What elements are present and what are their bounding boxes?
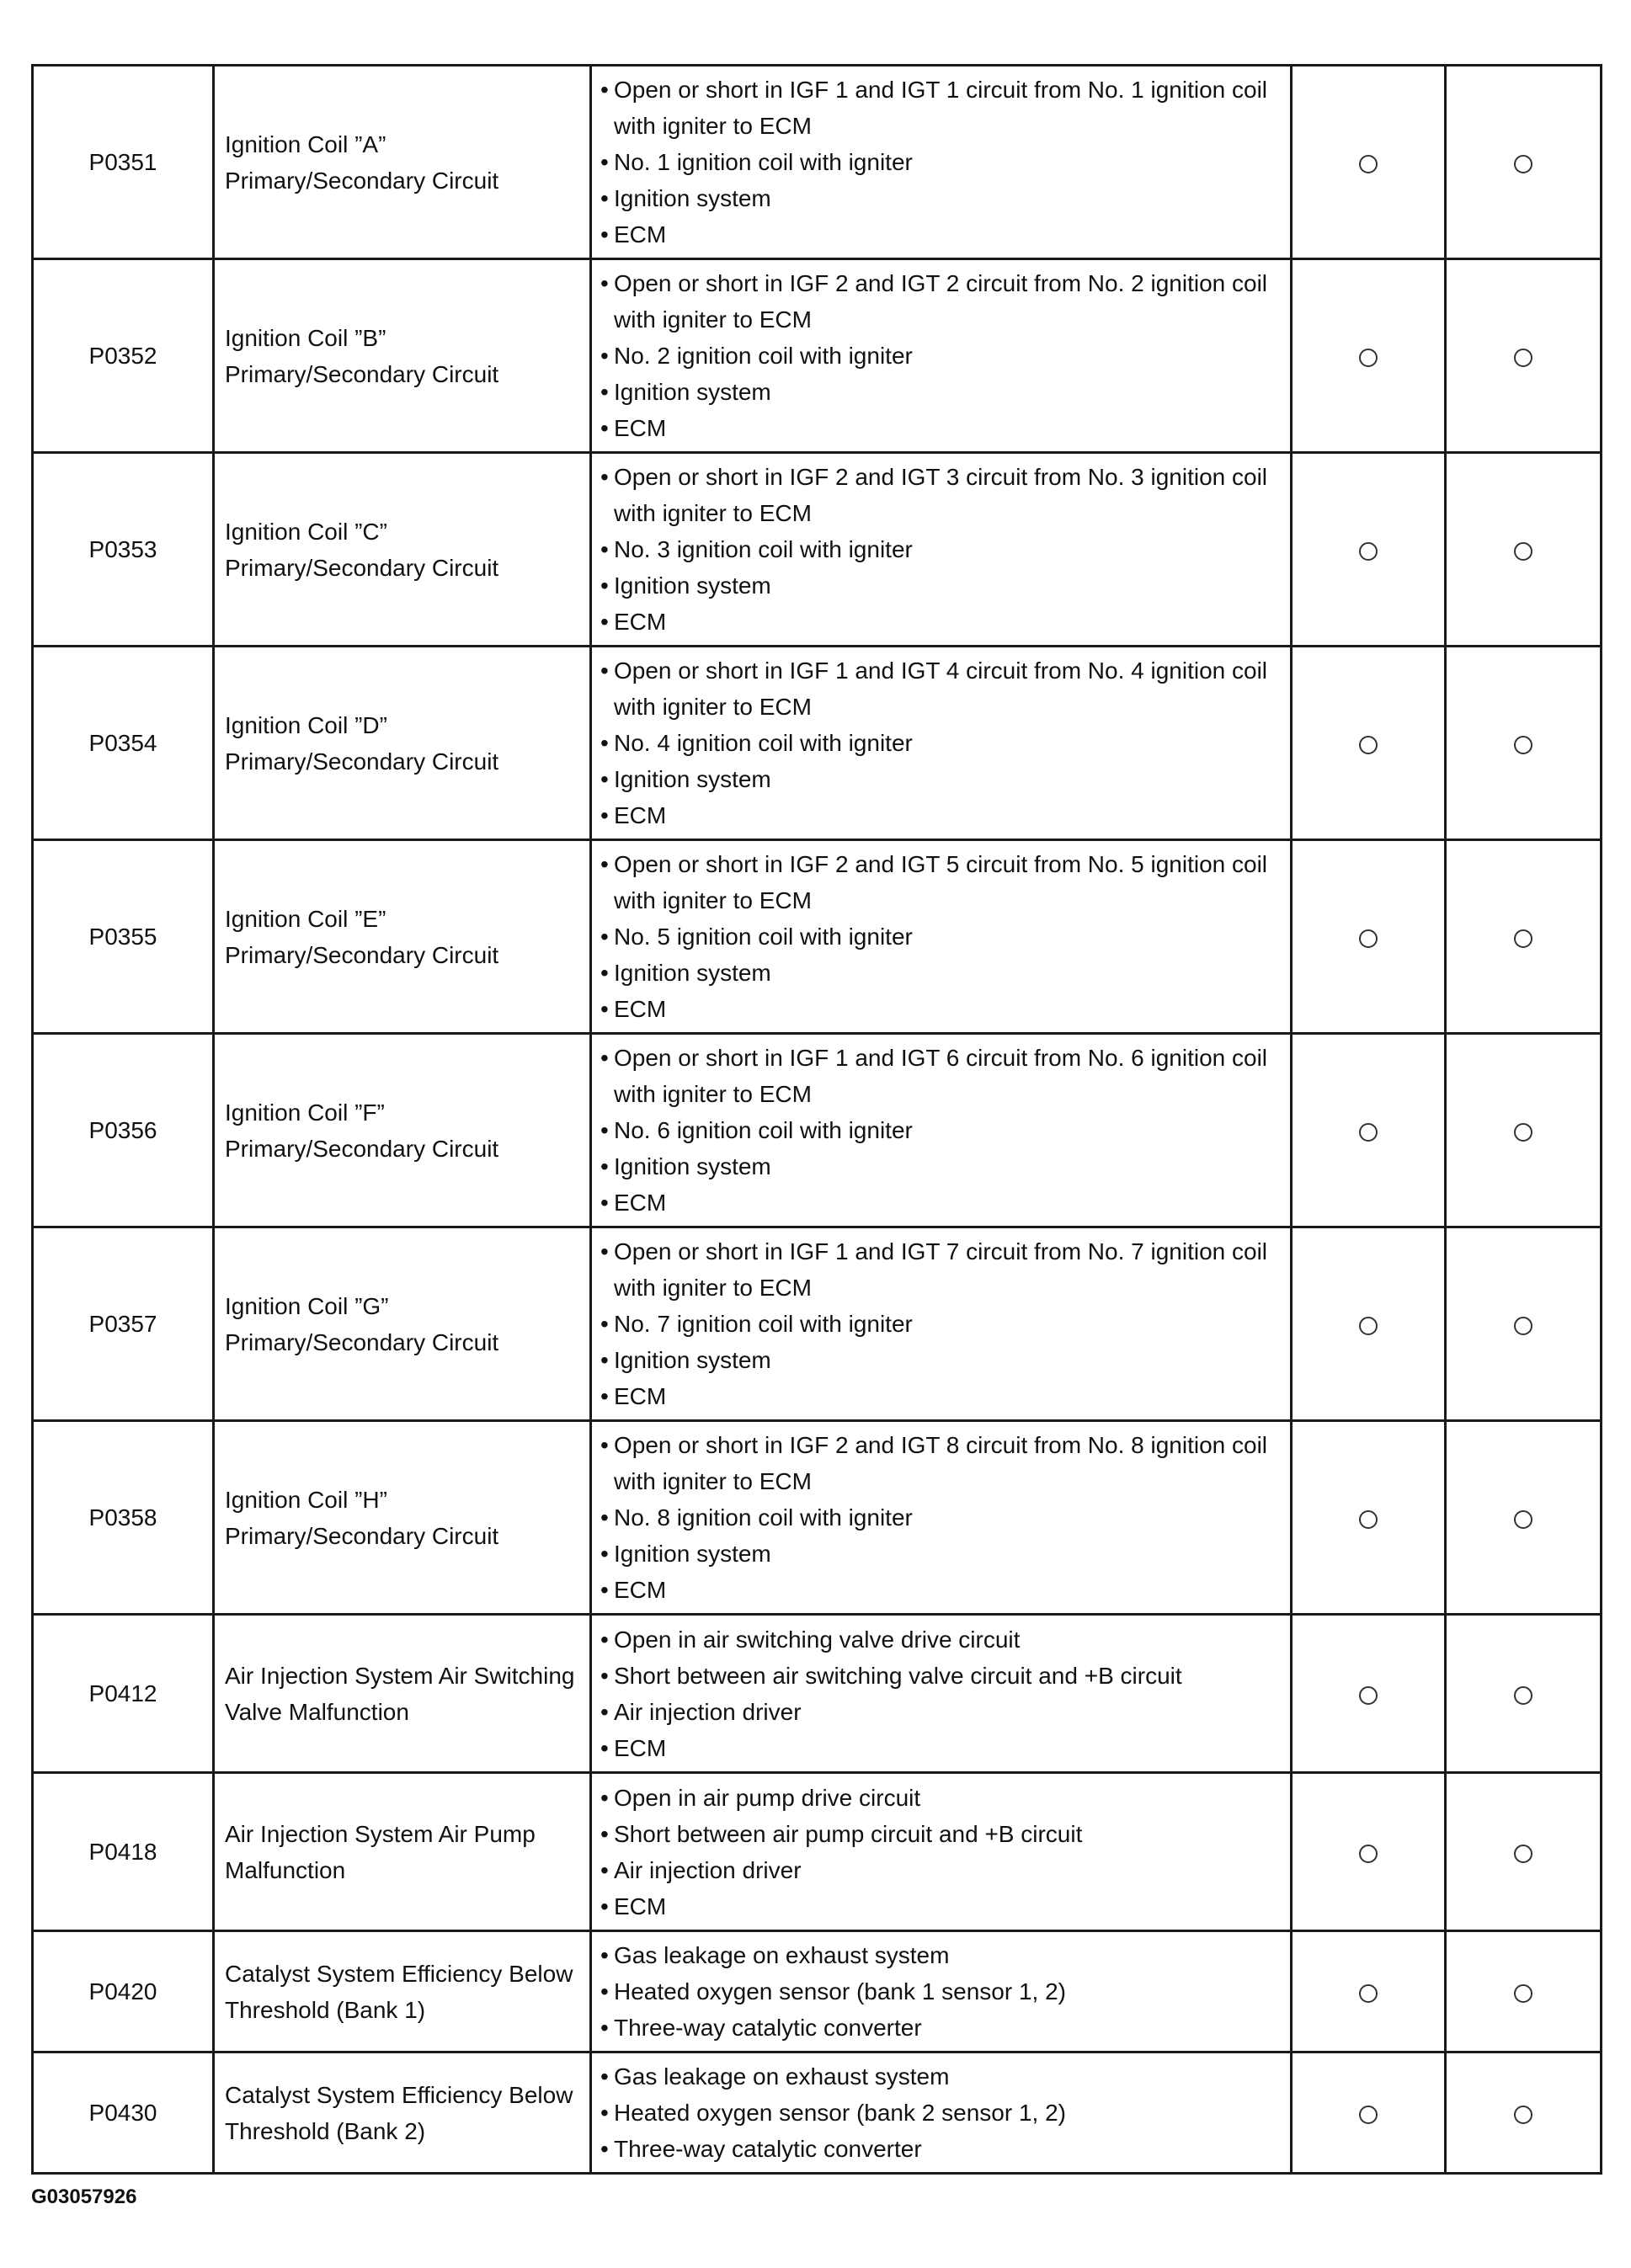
trouble-area-item: • Air injection driver (600, 1852, 1283, 1888)
detection-item-cell: Catalyst System Efficiency Below Threshold (Bank 1) (214, 1931, 591, 2052)
detection-item-cell: Ignition Coil ”H” Primary/Secondary Circuit (214, 1421, 591, 1615)
detection-item-cell: Ignition Coil ”G” Primary/Secondary Circuit (214, 1227, 591, 1421)
trouble-area-item: • Open or short in IGF 2 and IGT 5 circuit from No. 5 ignition coil with igniter to ECM (600, 846, 1283, 918)
mil-cell (1292, 647, 1446, 840)
mil-cell (1292, 2052, 1446, 2174)
trouble-area-cell (591, 1615, 1292, 1773)
trouble-area-cell (591, 647, 1292, 840)
memory-cell (1446, 1421, 1602, 1615)
dtc-code-cell: P0354 (33, 647, 214, 840)
trouble-area-item: • ECM (600, 1185, 1283, 1221)
circle-icon (1359, 1984, 1378, 2003)
trouble-area-list (600, 1233, 1283, 1414)
mil-cell (1292, 66, 1446, 259)
dtc-code-cell: P0357 (33, 1227, 214, 1421)
mil-cell (1292, 453, 1446, 647)
trouble-area-cell (591, 1773, 1292, 1931)
mil-cell (1292, 1034, 1446, 1227)
trouble-area-item: • No. 4 ignition coil with igniter (600, 725, 1283, 761)
trouble-area-item: • ECM (600, 991, 1283, 1027)
memory-cell (1446, 647, 1602, 840)
trouble-area-item: • No. 2 ignition coil with igniter (600, 338, 1283, 374)
memory-cell (1446, 2052, 1602, 2174)
circle-icon (1514, 349, 1532, 367)
trouble-area-list (600, 652, 1283, 833)
trouble-area-item: • No. 6 ignition coil with igniter (600, 1112, 1283, 1148)
trouble-area-item: • ECM (600, 604, 1283, 640)
dtc-row (33, 66, 1602, 259)
memory-cell (1446, 1773, 1602, 1931)
detection-item-cell: Air Injection System Air Pump Malfunction (214, 1773, 591, 1931)
trouble-area-cell (591, 1421, 1292, 1615)
dtc-code-cell: P0355 (33, 840, 214, 1034)
detection-item-cell: Catalyst System Efficiency Below Threshold (Bank 2) (214, 2052, 591, 2174)
trouble-area-cell (591, 1931, 1292, 2052)
trouble-area-item: • Open or short in IGF 2 and IGT 2 circuit from No. 2 ignition coil with igniter to ECM (600, 265, 1283, 338)
trouble-area-item: • Gas leakage on exhaust system (600, 1937, 1283, 1973)
trouble-area-item: • ECM (600, 1730, 1283, 1766)
trouble-area-item: • ECM (600, 1572, 1283, 1608)
trouble-area-item: • No. 5 ignition coil with igniter (600, 918, 1283, 955)
dtc-table-body (33, 66, 1602, 2174)
dtc-row (33, 647, 1602, 840)
trouble-area-item: • Open or short in IGF 1 and IGT 1 circuit from No. 1 ignition coil with igniter to ECM (600, 72, 1283, 144)
dtc-code-cell: P0420 (33, 1931, 214, 2052)
trouble-area-list (600, 72, 1283, 253)
mil-cell (1292, 1227, 1446, 1421)
circle-icon (1514, 1317, 1532, 1335)
dtc-code-cell: P0356 (33, 1034, 214, 1227)
detection-item-cell: Air Injection System Air Switching Valve Malfunction (214, 1615, 591, 1773)
memory-cell (1446, 1931, 1602, 2052)
trouble-area-list (600, 1937, 1283, 2046)
trouble-area-list (600, 1780, 1283, 1925)
trouble-area-item: • No. 1 ignition coil with igniter (600, 144, 1283, 180)
trouble-area-list (600, 1040, 1283, 1221)
detection-item-cell: Ignition Coil ”D” Primary/Secondary Circuit (214, 647, 591, 840)
memory-cell (1446, 453, 1602, 647)
dtc-code-cell: P0412 (33, 1615, 214, 1773)
figure-code: G03057926 (31, 2185, 137, 2208)
trouble-area-item: • Ignition system (600, 374, 1283, 410)
circle-icon (1514, 2106, 1532, 2124)
circle-icon (1514, 929, 1532, 948)
mil-cell (1292, 1773, 1446, 1931)
dtc-code-cell: P0352 (33, 259, 214, 453)
trouble-area-item: • Open or short in IGF 1 and IGT 7 circuit from No. 7 ignition coil with igniter to ECM (600, 1233, 1283, 1306)
dtc-code-cell: P0351 (33, 66, 214, 259)
trouble-area-item: • Open or short in IGF 2 and IGT 3 circuit from No. 3 ignition coil with igniter to ECM (600, 459, 1283, 531)
circle-icon (1514, 1845, 1532, 1863)
dtc-code-cell: P0430 (33, 2052, 214, 2174)
trouble-area-list (600, 459, 1283, 640)
circle-icon (1359, 736, 1378, 754)
trouble-area-item: • Heated oxygen sensor (bank 1 sensor 1, 2) (600, 1973, 1283, 2010)
trouble-area-cell (591, 66, 1292, 259)
trouble-area-item: • Open in air switching valve drive circuit (600, 1621, 1283, 1658)
memory-cell (1446, 259, 1602, 453)
trouble-area-item: • ECM (600, 1378, 1283, 1414)
dtc-row (33, 1227, 1602, 1421)
circle-icon (1359, 1510, 1378, 1529)
trouble-area-list (600, 2058, 1283, 2167)
trouble-area-item: • ECM (600, 797, 1283, 833)
dtc-code-cell: P0353 (33, 453, 214, 647)
dtc-code-cell: P0418 (33, 1773, 214, 1931)
trouble-area-item: • Ignition system (600, 955, 1283, 991)
dtc-row (33, 840, 1602, 1034)
circle-icon (1514, 1123, 1532, 1142)
memory-cell (1446, 1034, 1602, 1227)
trouble-area-item: • ECM (600, 1888, 1283, 1925)
dtc-row (33, 2052, 1602, 2174)
trouble-area-item: • No. 7 ignition coil with igniter (600, 1306, 1283, 1342)
trouble-area-cell (591, 1227, 1292, 1421)
trouble-area-item: • Ignition system (600, 1342, 1283, 1378)
trouble-area-item: • Gas leakage on exhaust system (600, 2058, 1283, 2095)
mil-cell (1292, 1615, 1446, 1773)
dtc-row (33, 259, 1602, 453)
mil-cell (1292, 259, 1446, 453)
detection-item-cell: Ignition Coil ”E” Primary/Secondary Circuit (214, 840, 591, 1034)
trouble-area-list (600, 846, 1283, 1027)
trouble-area-item: • Short between air pump circuit and +B circuit (600, 1816, 1283, 1852)
trouble-area-item: • Ignition system (600, 761, 1283, 797)
circle-icon (1359, 155, 1378, 173)
detection-item-cell: Ignition Coil ”C” Primary/Secondary Circuit (214, 453, 591, 647)
trouble-area-cell (591, 1034, 1292, 1227)
trouble-area-item: • Ignition system (600, 1536, 1283, 1572)
circle-icon (1514, 1510, 1532, 1529)
circle-icon (1359, 929, 1378, 948)
circle-icon (1359, 1123, 1378, 1142)
circle-icon (1514, 155, 1532, 173)
memory-cell (1446, 66, 1602, 259)
trouble-area-list (600, 1427, 1283, 1608)
dtc-table (31, 64, 1602, 2175)
detection-item-cell: Ignition Coil ”B” Primary/Secondary Circuit (214, 259, 591, 453)
trouble-area-item: • Ignition system (600, 1148, 1283, 1185)
circle-icon (1359, 349, 1378, 367)
trouble-area-item: • Three-way catalytic converter (600, 2010, 1283, 2046)
trouble-area-cell (591, 259, 1292, 453)
mil-cell (1292, 840, 1446, 1034)
trouble-area-cell (591, 2052, 1292, 2174)
trouble-area-item: • Open or short in IGF 1 and IGT 6 circuit from No. 6 ignition coil with igniter to ECM (600, 1040, 1283, 1112)
circle-icon (1359, 2106, 1378, 2124)
trouble-area-item: • Open or short in IGF 2 and IGT 8 circuit from No. 8 ignition coil with igniter to ECM (600, 1427, 1283, 1499)
trouble-area-item: • Open in air pump drive circuit (600, 1780, 1283, 1816)
trouble-area-item: • Open or short in IGF 1 and IGT 4 circuit from No. 4 ignition coil with igniter to ECM (600, 652, 1283, 725)
trouble-area-item: • No. 8 ignition coil with igniter (600, 1499, 1283, 1536)
dtc-code-cell: P0358 (33, 1421, 214, 1615)
dtc-row (33, 1615, 1602, 1773)
mil-cell (1292, 1421, 1446, 1615)
trouble-area-item: • Three-way catalytic converter (600, 2131, 1283, 2167)
circle-icon (1514, 736, 1532, 754)
circle-icon (1359, 1686, 1378, 1705)
circle-icon (1514, 1984, 1532, 2003)
memory-cell (1446, 840, 1602, 1034)
dtc-row (33, 1034, 1602, 1227)
memory-cell (1446, 1615, 1602, 1773)
trouble-area-item: • Short between air switching valve circuit and +B circuit (600, 1658, 1283, 1694)
circle-icon (1514, 542, 1532, 561)
trouble-area-list (600, 265, 1283, 446)
mil-cell (1292, 1931, 1446, 2052)
dtc-row (33, 1931, 1602, 2052)
dtc-row (33, 1421, 1602, 1615)
trouble-area-cell (591, 453, 1292, 647)
trouble-area-item: • No. 3 ignition coil with igniter (600, 531, 1283, 567)
detection-item-cell: Ignition Coil ”A” Primary/Secondary Circuit (214, 66, 591, 259)
dtc-row (33, 453, 1602, 647)
dtc-row (33, 1773, 1602, 1931)
circle-icon (1359, 1845, 1378, 1863)
trouble-area-item: • Ignition system (600, 567, 1283, 604)
memory-cell (1446, 1227, 1602, 1421)
trouble-area-item: • Ignition system (600, 180, 1283, 216)
trouble-area-item: • ECM (600, 216, 1283, 253)
circle-icon (1359, 542, 1378, 561)
trouble-area-item: • Heated oxygen sensor (bank 2 sensor 1, 2) (600, 2095, 1283, 2131)
trouble-area-item: • ECM (600, 410, 1283, 446)
trouble-area-cell (591, 840, 1292, 1034)
circle-icon (1514, 1686, 1532, 1705)
circle-icon (1359, 1317, 1378, 1335)
trouble-area-list (600, 1621, 1283, 1766)
trouble-area-item: • Air injection driver (600, 1694, 1283, 1730)
detection-item-cell: Ignition Coil ”F” Primary/Secondary Circuit (214, 1034, 591, 1227)
